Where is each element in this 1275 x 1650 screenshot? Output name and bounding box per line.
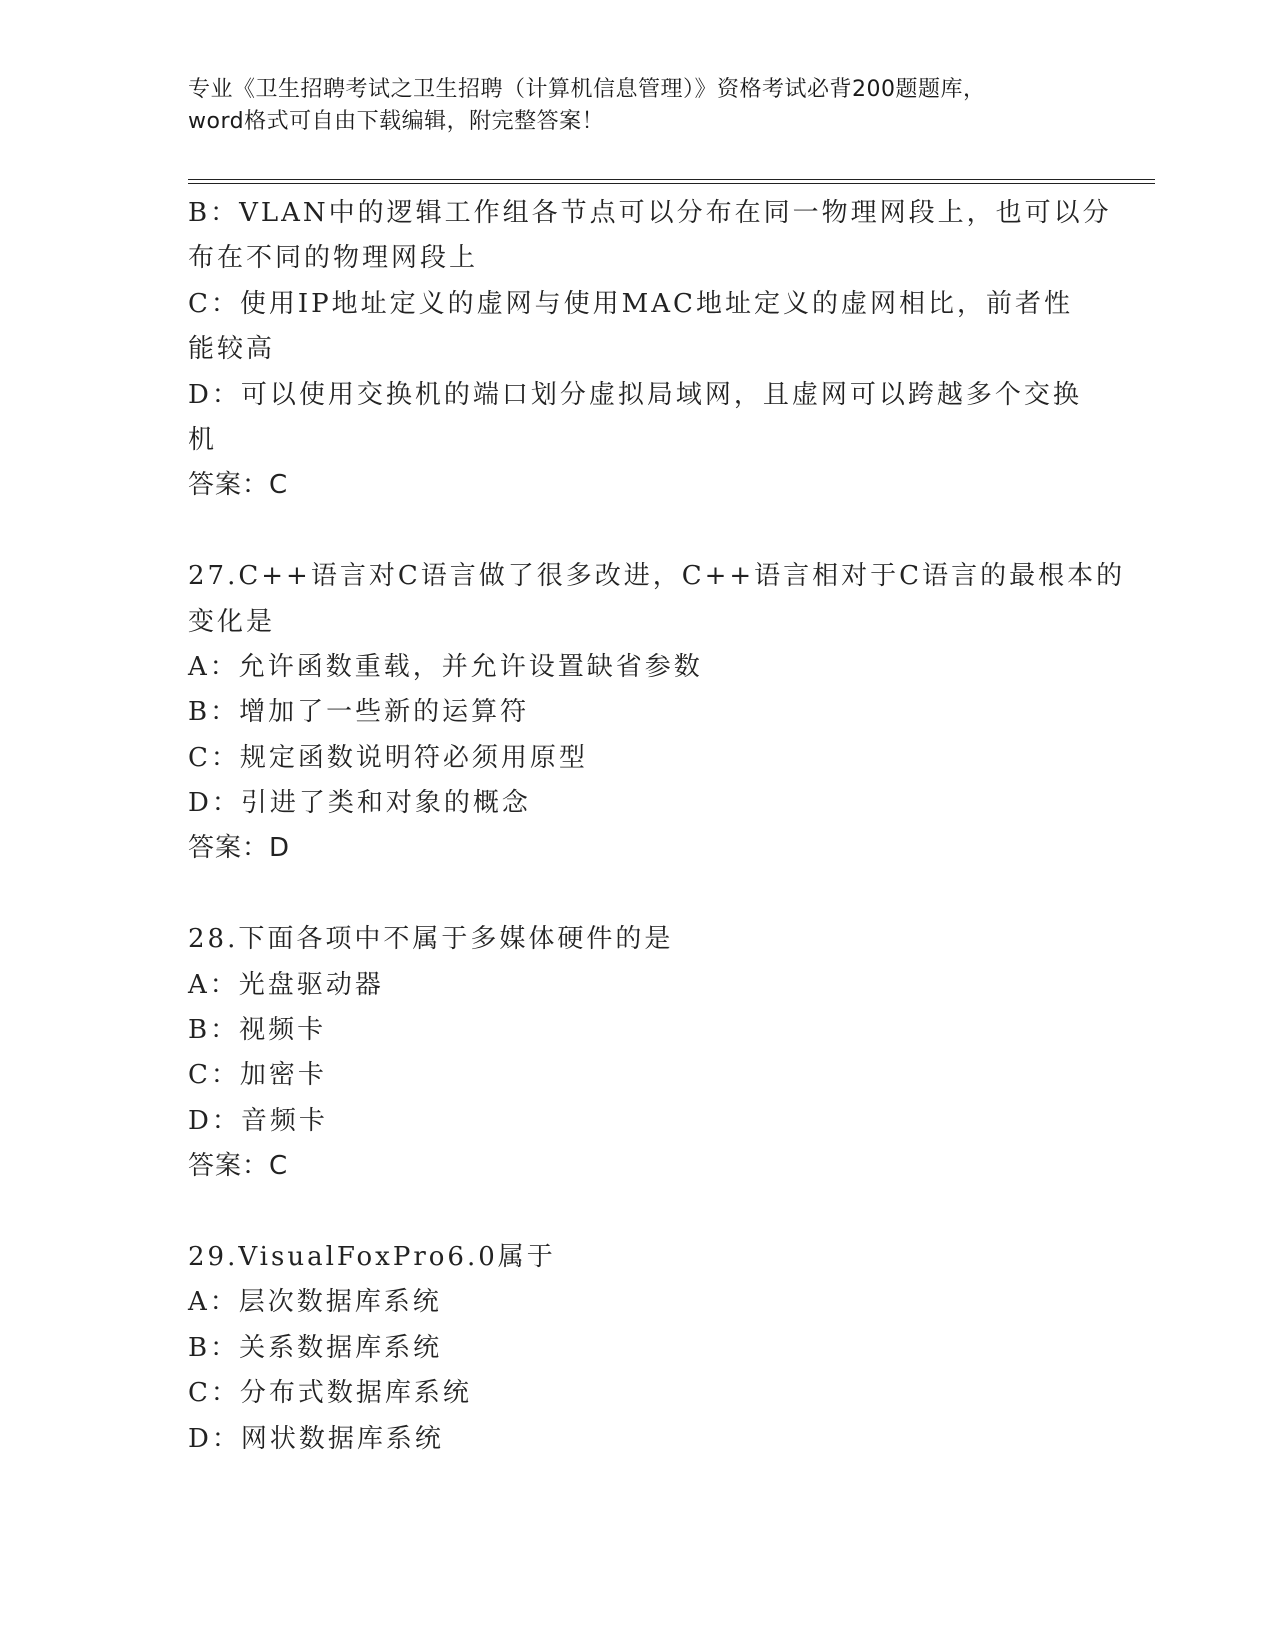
option-a: A：允许函数重载，并允许设置缺省参数 xyxy=(188,651,703,682)
question-stem-line-1: 27.C++语言对C语言做了很多改进，C++语言相对于C语言的最根本的 xyxy=(188,561,1126,592)
option-d-line-2: 机 xyxy=(188,424,218,455)
option-b: B：增加了一些新的运算符 xyxy=(188,697,530,728)
question-28 xyxy=(188,917,1088,1189)
option-c-line-1: C：使用IP地址定义的虚网与使用MAC地址定义的虚网相比，前者性 xyxy=(188,288,1073,319)
spacer xyxy=(188,509,1088,554)
option-d: D：引进了类和对象的概念 xyxy=(188,788,531,819)
option-a: A：层次数据库系统 xyxy=(188,1287,442,1318)
answer-line: 答案：C xyxy=(188,470,289,501)
option-d: D：网状数据库系统 xyxy=(188,1423,444,1454)
header-title-line-2: word格式可自由下载编辑，附完整答案！ xyxy=(188,109,605,134)
spacer xyxy=(188,1190,1088,1235)
option-c-line-2: 能较高 xyxy=(188,334,276,365)
option-b: B：关系数据库系统 xyxy=(188,1332,443,1363)
option-d: D：音频卡 xyxy=(188,1105,328,1136)
option-c: C：分布式数据库系统 xyxy=(188,1378,472,1409)
answer-line: 答案：C xyxy=(188,1151,289,1182)
document-header xyxy=(188,74,1088,138)
header-title-line-1: 专业《卫生招聘考试之卫生招聘（计算机信息管理）》资格考试必背200题题库， xyxy=(188,77,986,102)
option-b-line-1: B：VLAN中的逻辑工作组各节点可以分布在同一物理网段上，也可以分 xyxy=(188,198,1112,228)
answer-line: 答案：D xyxy=(188,833,291,864)
header-double-rule xyxy=(188,179,1155,184)
document-body xyxy=(188,191,1126,1462)
question-stem: 29.VisualFoxPro6.0属于 xyxy=(188,1241,556,1272)
option-b: B：视频卡 xyxy=(188,1015,327,1046)
question-29 xyxy=(188,1235,1088,1462)
spacer xyxy=(188,872,1088,917)
question-26-tail xyxy=(188,191,1112,509)
question-stem: 28.下面各项中不属于多媒体硬件的是 xyxy=(188,924,674,955)
question-stem-line-2: 变化是 xyxy=(188,606,276,637)
option-c: C：规定函数说明符必须用原型 xyxy=(188,742,588,773)
question-27 xyxy=(188,554,1126,872)
option-b-line-2: 布在不同的物理网段上 xyxy=(188,243,479,274)
option-a: A：光盘驱动器 xyxy=(188,969,384,1000)
option-d-line-1: D：可以使用交换机的端口划分虚拟局域网，且虚网可以跨越多个交换 xyxy=(188,379,1082,410)
option-c: C：加密卡 xyxy=(188,1060,327,1091)
